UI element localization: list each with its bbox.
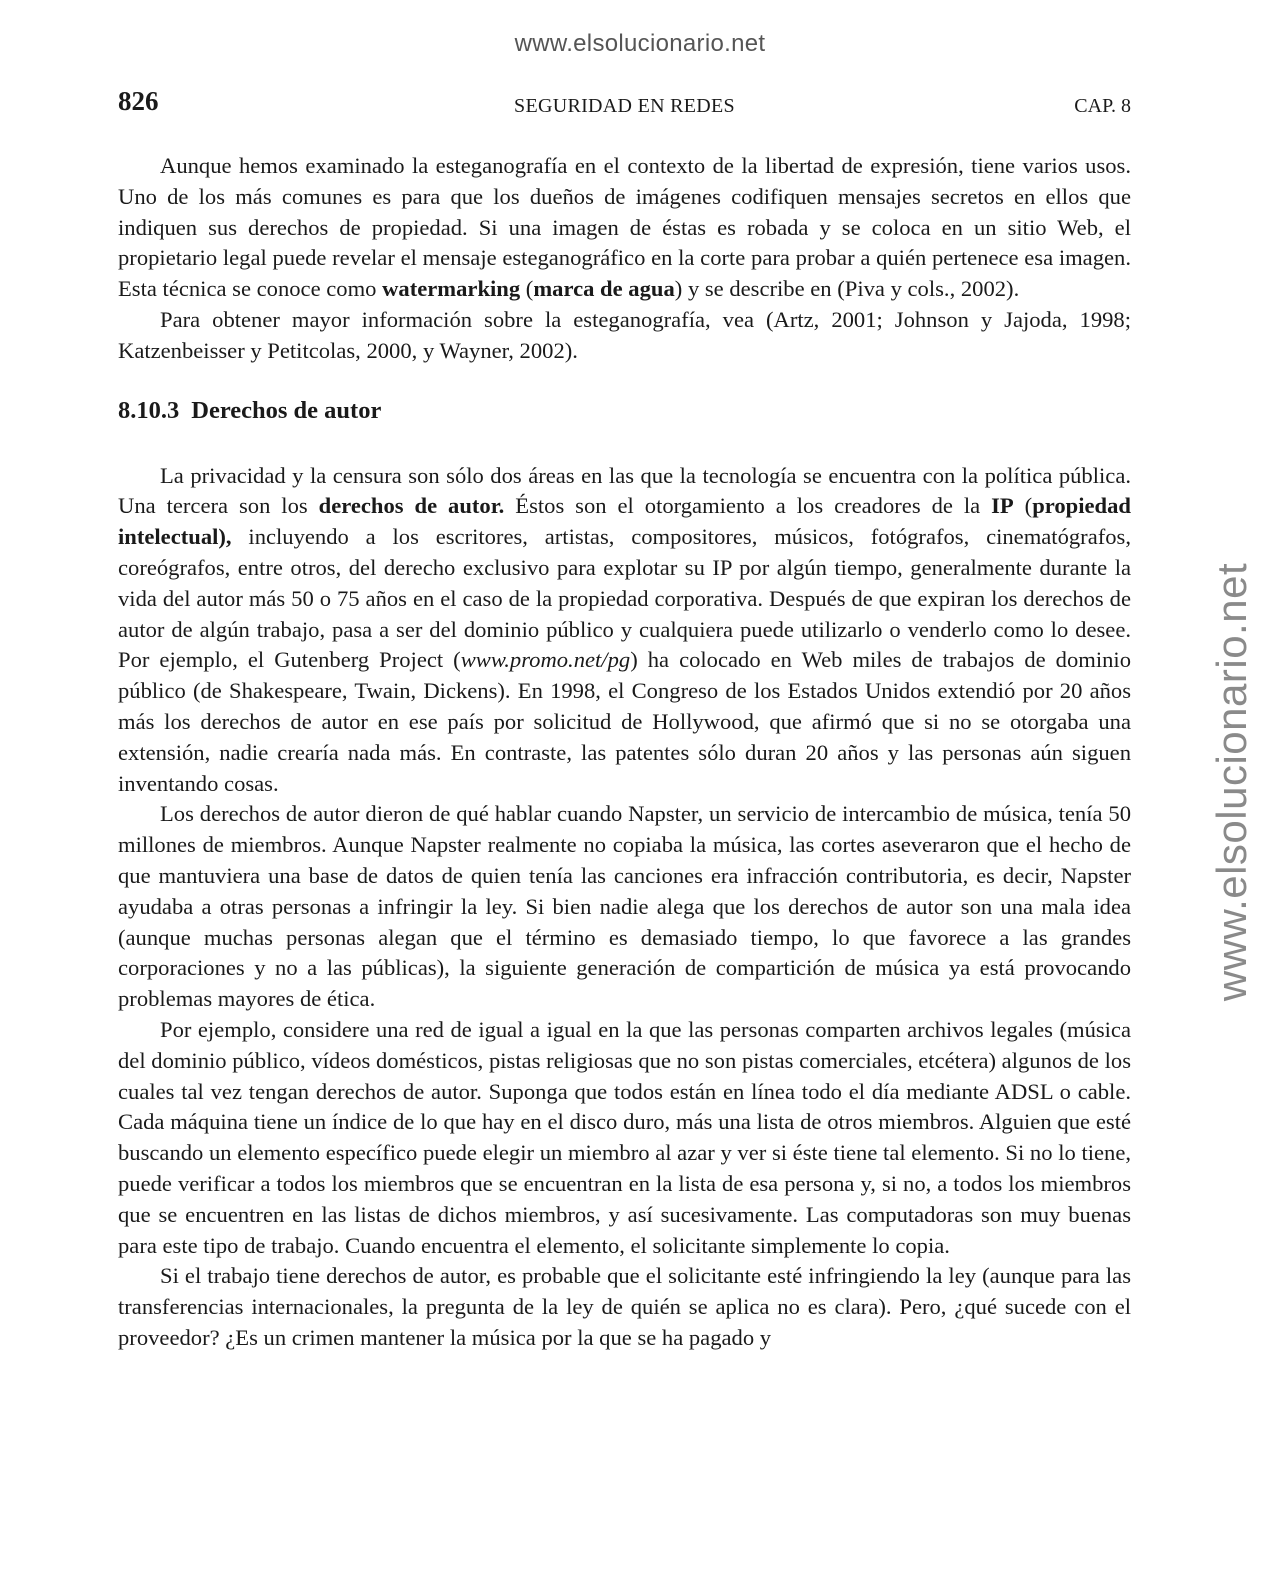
paragraph-copyright-intro: La privacidad y la censura son sólo dos áreas en las que la tecnología se encuentra con la política pública. Una tercera son los derechos de autor. Éstos son el otorgamiento a los creadores de la IP (propiedad intelectual), incluyendo a los escritores, artistas, compositores, músicos, fotógrafos, cinematógrafos, coreógrafos, entre otros, del derecho exclusivo para explotar su IP por algún tiempo, generalmente durante la vida del autor más 50 o 75 años en el caso de la propiedad corporativa. Después de que expiran los derechos de autor de algún trabajo, pasa a ser del dominio público y cualquiera puede utilizarlo o venderlo como lo desee. Por ejemplo, el Gutenberg Project (www.promo.net/pg) ha colocado en Web miles de trabajos de dominio público (de Shakespeare, Twain, Dickens). En 1998, el Congreso de los Estados Unidos extendió por 20 años más los derechos de autor en ese país por solicitud de Hollywood, que afirmó que si no se otorgaba una extensión, nadie crearía nada más. En contraste, las patentes sólo duran 20 años y las personas aún siguen inventando cosas.	[118, 462, 1131, 796]
paragraph-provider: Si el trabajo tiene derechos de autor, es probable que el solicitante esté infringiendo la ley (aunque para las transferencias internacionales, la pregunta de la ley de quién se aplica no es clara). Pero, ¿qué sucede con el proveedor? ¿Es un crimen mantener la música por la que se ha pagado y	[118, 1263, 1131, 1350]
paragraph-napster: Los derechos de autor dieron de qué hablar cuando Napster, un servicio de intercambio de música, tenía 50 millones de miembros. Aunque Napster realmente no copiaba la música, las cortes aseveraron que el hecho de que mantuviera una base de datos de quien tenía las canciones era infracción contributoria, es decir, Napster ayudaba a otras personas a infringir la ley. Si bien nadie alega que los derechos de autor son una mala idea (aunque muchas personas alegan que el término es demasiado tiempo, lo que favorece a las grandes corporaciones y no a las públicas), la siguiente generación de compartición de música ya está provocando problemas mayores de ética.	[118, 801, 1131, 1012]
watermark-side: www.elsolucionario.net	[1208, 562, 1255, 1002]
paragraph-watermarking: Aunque hemos examinado la esteganografía en el contexto de la libertad de expresión, tiene varios usos. Uno de los más comunes es para que los dueños de imágenes codifiquen mensajes secretos en ellos que indiquen sus derechos de propiedad. Si una imagen de éstas es robada y se coloca en un sitio Web, el propietario legal puede revelar el mensaje esteganográfico en la corte para probar a quién pertenece esa imagen. Esta técnica se conoce como watermarking (marca de agua) y se describe en (Piva y cols., 2002).	[118, 153, 1131, 302]
paragraph-peer-to-peer: Por ejemplo, considere una red de igual a igual en la que las personas comparten archivos legales (música del dominio público, vídeos domésticos, pistas religiosas que no son pistas comerciales, etcétera) algunos de los cuales tal vez tengan derechos de autor. Suponga que todos están en línea todo el día mediante ADSL o cable. Cada máquina tiene un índice de lo que hay en el disco duro, más una lista de otros miembros. Alguien que esté buscando un elemento específico puede elegir un miembro al azar y ver si éste tiene tal elemento. Si no lo tiene, puede verificar a todos los miembros que se encuentran en la lista de esa persona y, si no, a todos los miembros que se encuentren en las listas de dichos miembros, y así sucesivamente. Las computadoras son muy buenas para este tipo de trabajo. Cuando encuentra el elemento, el solicitante simplemente lo copia.	[118, 1016, 1131, 1258]
running-head	[118, 86, 1131, 126]
term-derechos-de-autor: derechos de autor.	[318, 493, 505, 519]
term-ip: IP	[991, 493, 1014, 519]
section-number: 8.10.3	[118, 396, 180, 424]
section-title: Derechos de autor	[191, 396, 382, 424]
chapter-ref: CAP. 8	[1074, 95, 1131, 117]
section-heading	[118, 395, 1131, 427]
term-marca-de-agua: marca de agua	[533, 276, 675, 302]
term-watermarking: watermarking	[382, 276, 521, 302]
page-content	[118, 151, 1131, 1354]
paragraph-references: Para obtener mayor información sobre la esteganografía, vea (Artz, 2001; Johnson y Jajoda, 1998; Katzenbeisser y Petitcolas, 2000, y Wayner, 2002).	[118, 306, 1131, 363]
term-propiedad-intelectual: propiedad intelectual),	[118, 493, 1131, 550]
url-gutenberg: www.promo.net/pg	[460, 647, 631, 673]
chapter-title: SEGURIDAD EN REDES	[514, 95, 735, 117]
watermark-top: www.elsolucionario.net	[514, 30, 766, 57]
page-number: 826	[118, 86, 159, 116]
